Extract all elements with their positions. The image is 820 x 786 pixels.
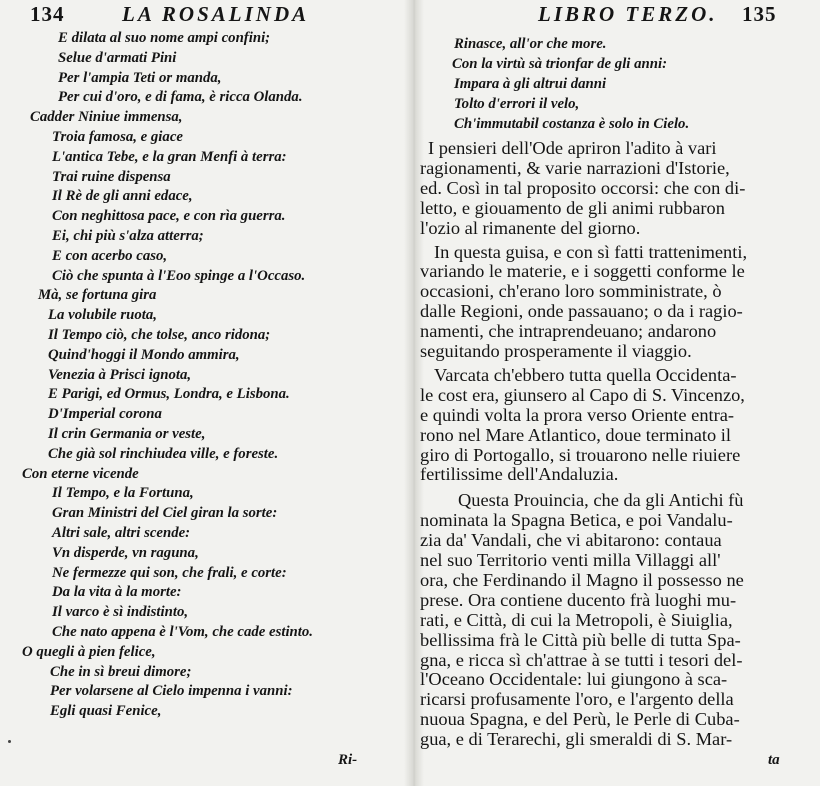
verse-line: Per cui d'oro, e di fama, è ricca Olanda. xyxy=(58,89,303,106)
verse-line: Il crin Germania or veste, xyxy=(48,426,206,442)
page-speck xyxy=(8,740,11,743)
verse-line: Mà, se fortuna gira xyxy=(38,287,157,304)
left-page-header xyxy=(0,2,405,28)
prose-line: prese. Ora contiene ducento frà luoghi mu- xyxy=(420,589,737,610)
prose-line: nel suo Territorio venti milla Villaggi all' xyxy=(420,550,721,570)
right-page-header xyxy=(420,2,820,28)
prose-line: l'ozio al rimanente del giorno. xyxy=(420,217,641,238)
verse-line: Il varco è sì indistinto, xyxy=(52,604,189,621)
verse-line: Il Tempo, e la Fortuna, xyxy=(52,485,194,502)
left-page xyxy=(0,0,405,786)
verse-line: Ei, chi più s'alza atterra; xyxy=(52,228,204,244)
prose-line: Questa Prouincia, che da gli Antichi fù xyxy=(458,490,744,511)
verse-line: Troia famosa, e giace xyxy=(52,129,183,145)
left-running-title: LA ROSALINDA xyxy=(122,2,310,26)
prose-line: In questa guisa, e con sì fatti trattenimenti, xyxy=(434,241,748,262)
prose-line: ricarsi profusamente l'oro, e l'argento della xyxy=(420,689,734,710)
prose-line: rati, e Città, di cui la Metropoli, è Siuiglia, xyxy=(420,609,733,630)
prose-line: gna, e ricca sì ch'attrae à se tutti i tesori del- xyxy=(420,649,743,670)
right-page xyxy=(420,0,820,786)
verse-line: Da la vita à la morte: xyxy=(52,584,182,601)
verse-line: Venezia à Prisci ignota, xyxy=(48,366,192,383)
verse-line: L'antica Tebe, e la gran Menfi à terra: xyxy=(52,148,287,165)
verse-line: Tolto d'errori il velo, xyxy=(454,96,580,112)
verse-line: Ne fermezze qui son, che frali, e corte: xyxy=(52,564,287,581)
verse-line: Quind'hoggi il Mondo ammira, xyxy=(48,346,240,363)
verse-line: Selue d'armati Pini xyxy=(58,49,177,66)
prose-line: occasioni, ch'erano loro somministrate, ò xyxy=(420,281,722,302)
verse-line: Con eterne vicende xyxy=(22,465,139,482)
verse-line: Rinasce, all'or che more. xyxy=(454,36,607,52)
verse-line: Che già sol rinchiudea ville, e foreste. xyxy=(48,445,279,462)
prose-line: fertilissime dell'Andaluzia. xyxy=(420,464,619,485)
verse-line: D'Imperial corona xyxy=(48,406,162,423)
prose-line: giro di Portogallo, si trouarono nelle riuiere xyxy=(420,444,741,465)
verse-line: Ch'immutabil costanza è solo in Cielo. xyxy=(454,116,690,132)
verse-line: Ciò che spunta à l'Eoo spinge a l'Occaso. xyxy=(52,267,306,284)
prose-line: nuoua Spagna, e del Perù, le Perle di Cuba- xyxy=(420,709,740,730)
prose-line: ed. Così in tal proposito occorsi: che con di- xyxy=(420,177,746,198)
verse-line: O quegli à pien felice, xyxy=(22,643,156,660)
right-running-title: LIBRO TERZO. xyxy=(538,2,718,26)
verse-line: Egli quasi Fenice, xyxy=(50,703,162,720)
prose-line: ora, che Ferdinando il Magno il possesso ne xyxy=(420,569,744,590)
verse-line: Con neghittosa pace, e con rìa guerra. xyxy=(52,208,286,225)
left-catchword: Ri- xyxy=(338,752,358,768)
prose-line: bellissima frà le Città più belle di tutta Spa- xyxy=(420,629,741,650)
prose-line: gua, e di Terarechi, gli smeraldi di S. Mar- xyxy=(420,729,733,750)
prose-line: nominata la Spagna Betica, e poi Vandalu- xyxy=(420,510,733,531)
verse-line: Vn disperde, vn raguna, xyxy=(52,544,199,561)
verse-line: E Parigi, ed Ormus, Londra, e Lisbona. xyxy=(48,386,290,403)
verse-line: Altri sale, altri scende: xyxy=(52,525,191,541)
verse-line: Che in sì breui dimore; xyxy=(50,663,192,680)
prose-line: seguitando prosperamente il viaggio. xyxy=(420,341,692,361)
prose-line: variando le materie, e i soggetti conforme le xyxy=(420,261,745,282)
verse-line: Impara à gli altrui danni xyxy=(454,76,607,92)
prose-line: I pensieri dell'Ode apriron l'adito à vari xyxy=(428,138,717,158)
verse-line: La volubile ruota, xyxy=(48,307,157,324)
left-page-number: 134 xyxy=(30,2,65,26)
prose-line: zia da' Vandali, che vi abitarono: contaua xyxy=(420,530,722,551)
verse-line: Il Rè de gli anni edace, xyxy=(52,188,193,205)
prose-line: e quindi volta la prora verso Oriente entra- xyxy=(420,404,735,425)
prose-line: l'Oceano Occidentale: lui giungono à sca- xyxy=(420,669,728,690)
prose-line: letto, e giouamento de gli animi rubbaron xyxy=(420,197,725,218)
prose-line: ragionamenti, & varie narrazioni d'Istorie, xyxy=(420,157,730,178)
prose-line: rono nel Mare Atlantico, doue terminato il xyxy=(420,424,732,445)
prose-line: dalle Regioni, onde passauano; o da i ragio- xyxy=(420,301,743,322)
verse-line: Che nato appena è l'Vom, che cade estinto. xyxy=(52,624,313,640)
prose-line: Varcata ch'ebbero tutta quella Occidenta- xyxy=(434,364,737,385)
verse-line: E con acerbo caso, xyxy=(52,247,168,264)
right-page-number: 135 xyxy=(742,2,777,26)
verse-line: Il Tempo ciò, che tolse, anco ridona; xyxy=(48,327,271,343)
verse-line: Gran Ministri del Ciel giran la sorte: xyxy=(52,505,278,522)
verse-line: Per l'ampia Teti or manda, xyxy=(58,69,222,86)
verse-line: Con la virtù sà trionfar de gli anni: xyxy=(452,56,668,72)
right-catchword: ta xyxy=(768,752,780,768)
prose-line: namenti, che intraprendeuano; andarono xyxy=(420,321,717,342)
verse-line: Trai ruine dispensa xyxy=(52,168,171,185)
verse-line: Cadder Niniue immensa, xyxy=(30,109,183,126)
verse-line: Per volarsene al Cielo impenna i vanni: xyxy=(50,683,293,700)
prose-line: le cost era, giunsero al Capo di S. Vincenzo, xyxy=(420,384,745,405)
verse-line: E dilata al suo nome ampi confini; xyxy=(58,30,271,46)
